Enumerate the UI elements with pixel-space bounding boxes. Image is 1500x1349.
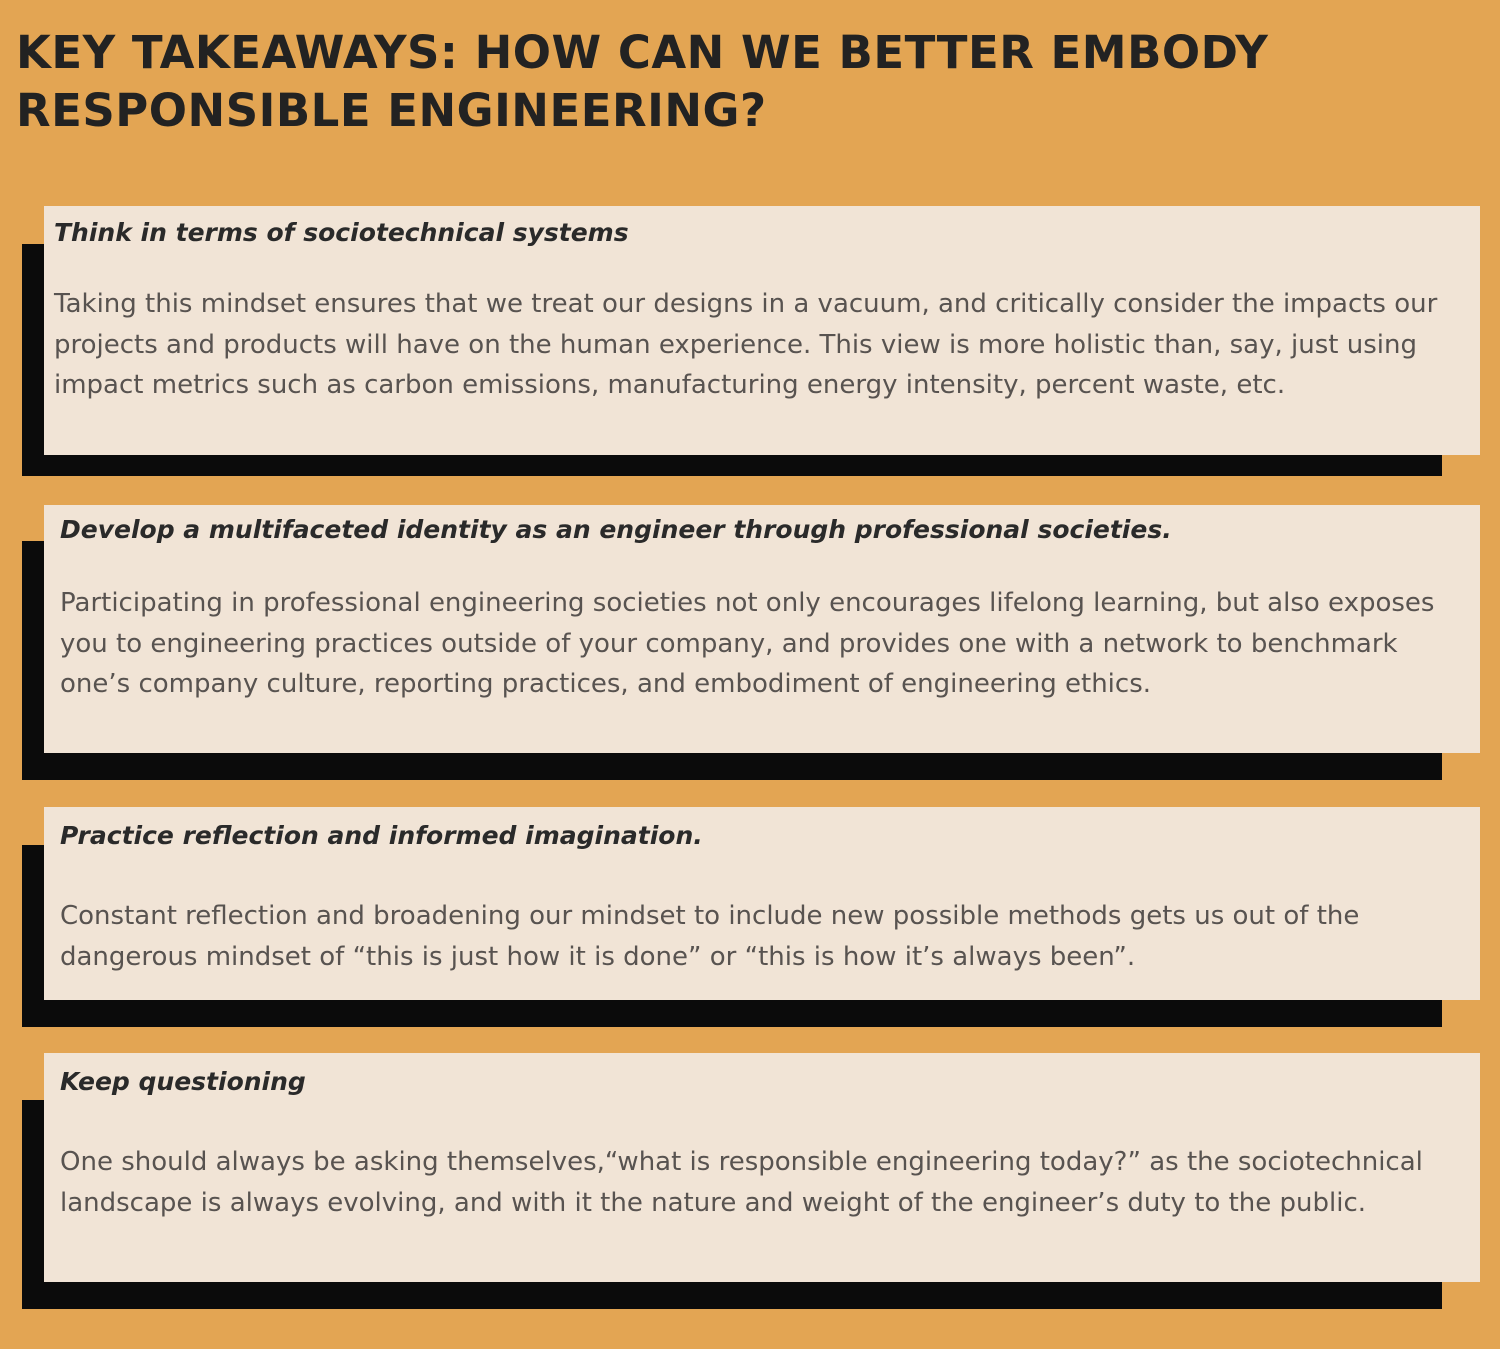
takeaway-body: Constant reflection and broadening our mindset to include new possible methods gets us out of the dangerous mindset of “this is just how it is done” or “this is how it’s always been”. xyxy=(60,901,1360,972)
page-title: KEY TAKEAWAYS: HOW CAN WE BETTER EMBODY RESPONSIBLE ENGINEERING? xyxy=(16,26,1269,137)
takeaway-heading: Develop a multifaceted identity as an engineer through professional societies. xyxy=(60,515,1172,544)
takeaway-card-keep-questioning xyxy=(44,1053,1480,1282)
takeaway-heading: Keep questioning xyxy=(60,1067,306,1096)
takeaway-card-sociotechnical-systems xyxy=(44,206,1480,455)
takeaway-body: Participating in professional engineering societies not only encourages lifelong learning, but also exposes you to engineering practices outside of your company, and provides one with a network to benchmark one’s company culture, reporting practices, and embodiment of engineering ethics. xyxy=(60,588,1435,699)
takeaway-card-reflection-imagination xyxy=(44,807,1480,1000)
takeaway-heading: Think in terms of sociotechnical systems xyxy=(54,218,629,247)
takeaway-card-professional-societies xyxy=(44,505,1480,753)
takeaway-body: One should always be asking themselves,“what is responsible engineering today?” as the sociotechnical landscape is always evolving, and with it the nature and weight of the engineer’s duty to the public. xyxy=(60,1147,1423,1218)
takeaway-body: Taking this mindset ensures that we treat our designs in a vacuum, and critically consider the impacts our projects and products will have on the human experience. This view is more holistic than, say, just using impact metrics such as carbon emissions, manufacturing energy intensity, percent waste, etc. xyxy=(54,289,1438,400)
takeaway-heading: Practice reflection and informed imagination. xyxy=(60,821,703,850)
